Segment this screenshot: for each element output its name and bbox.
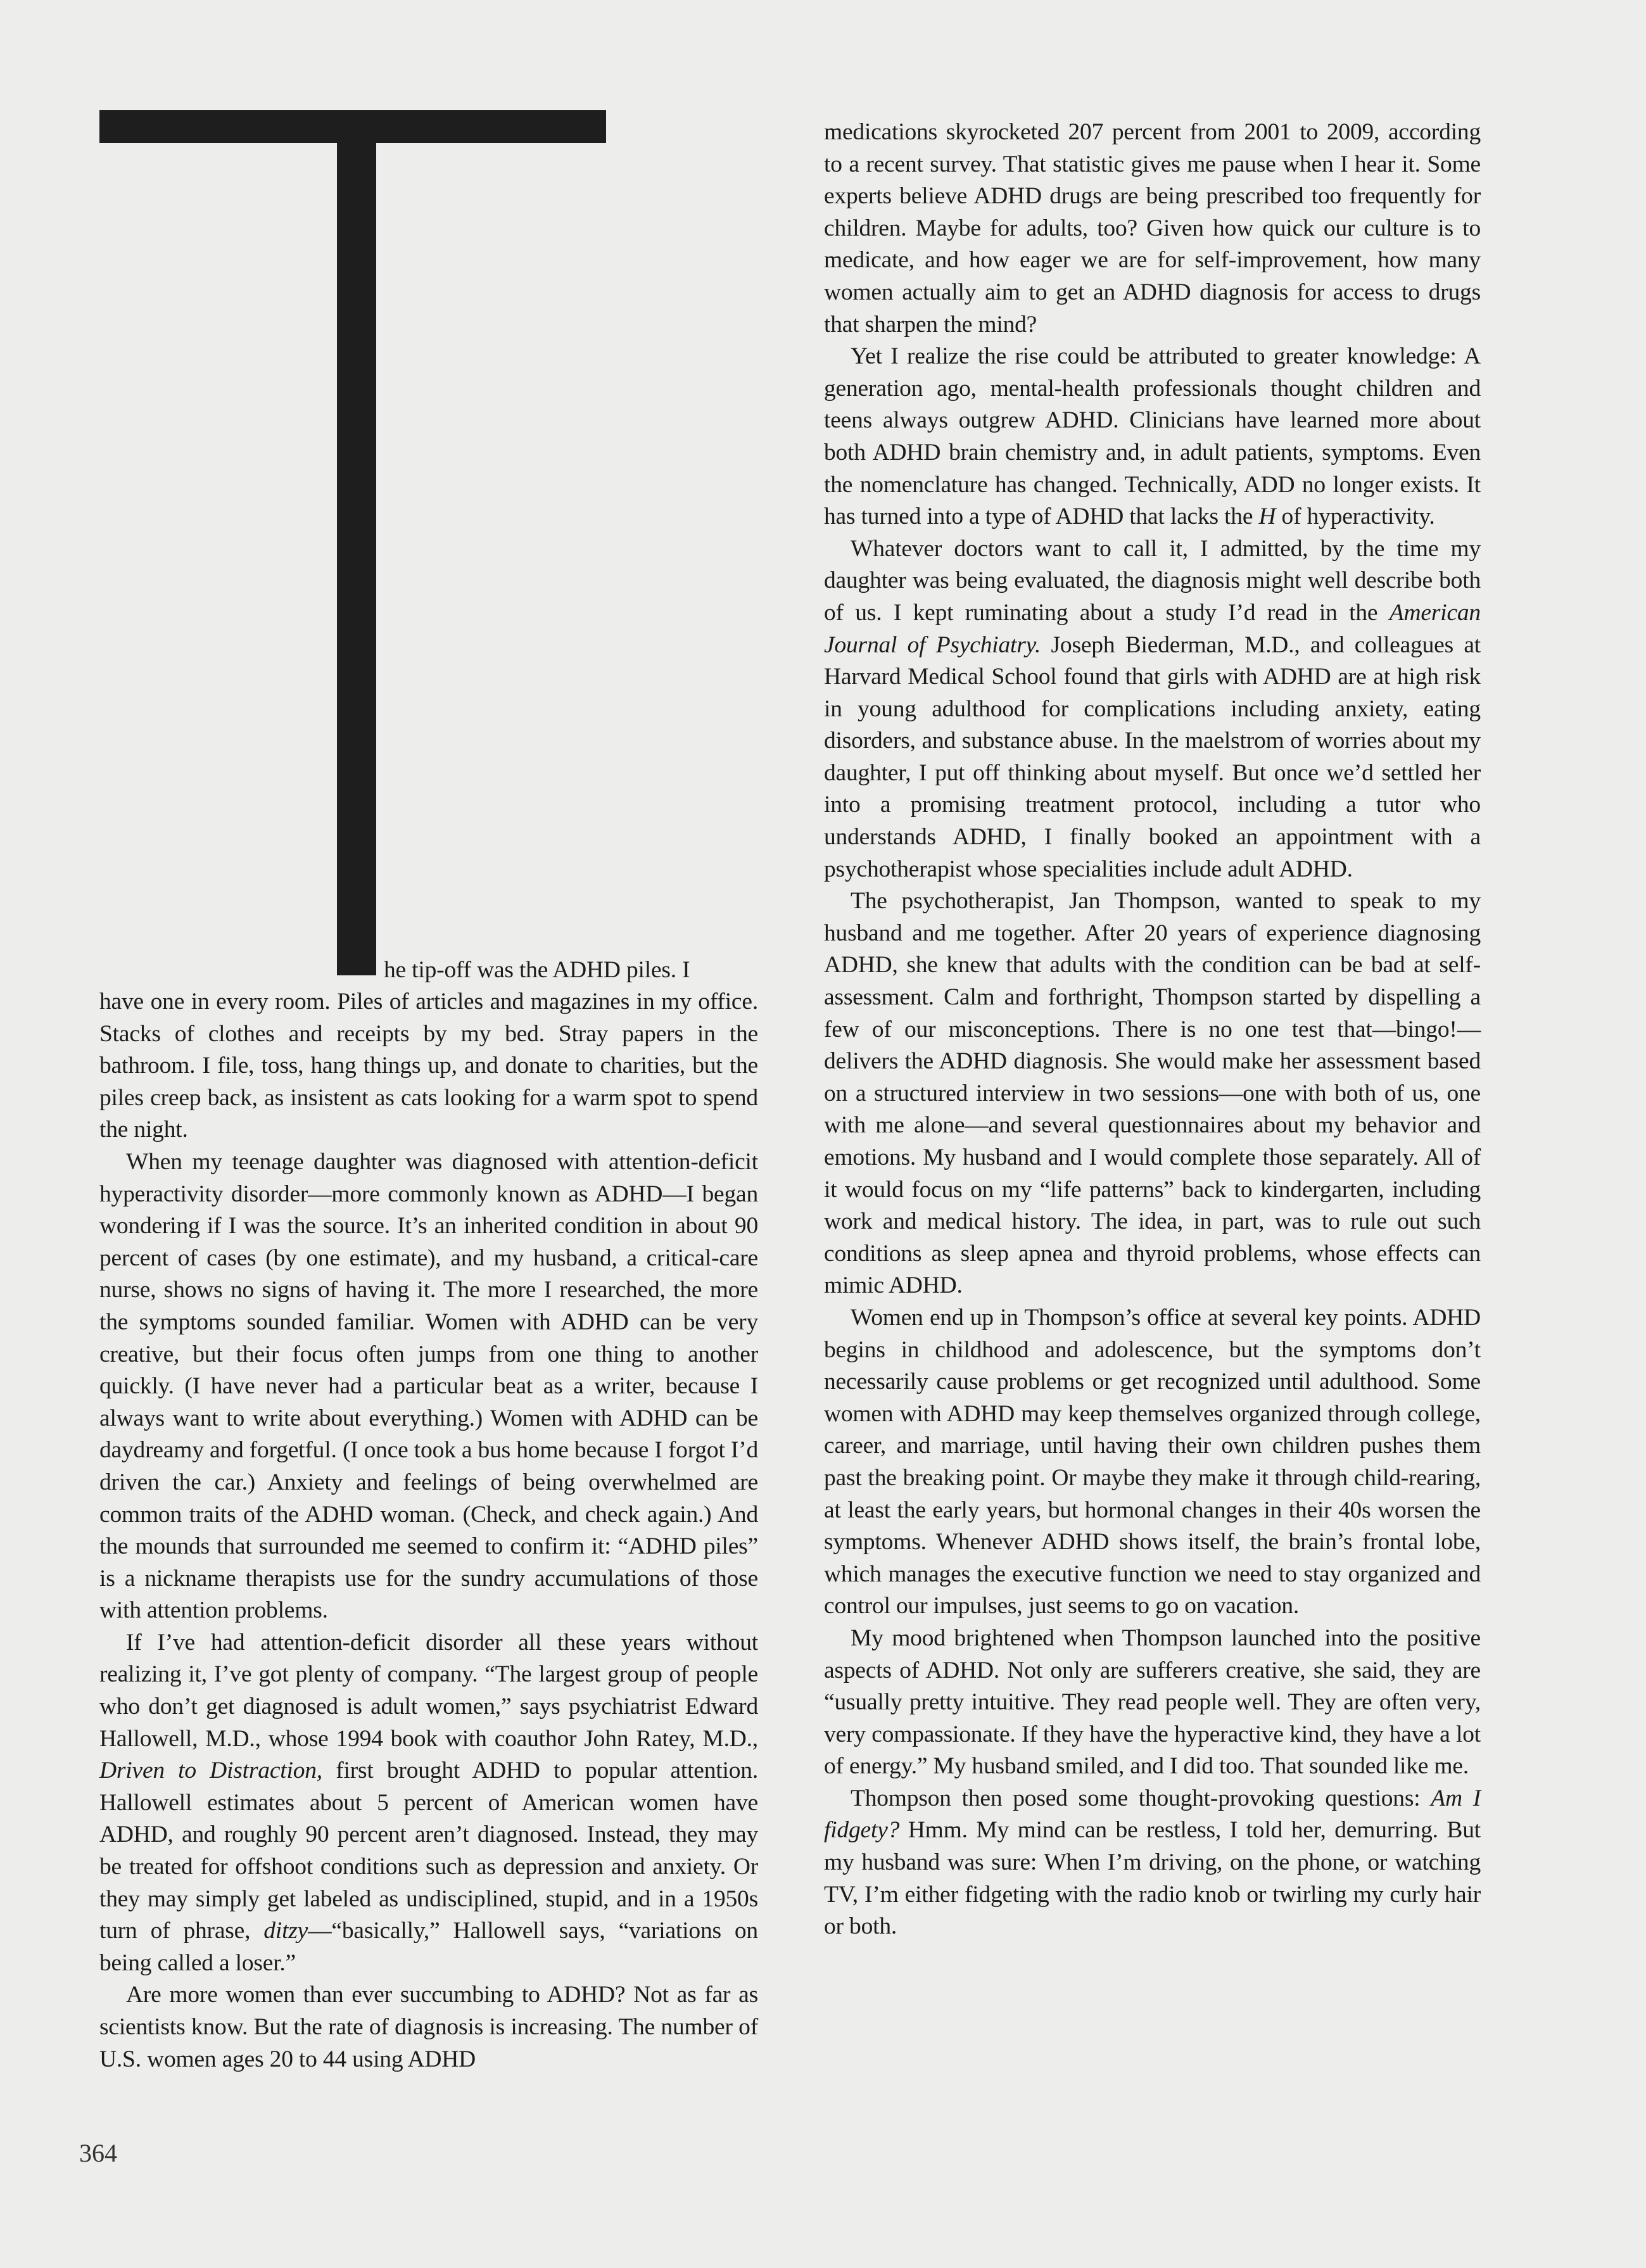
paragraph: have one in every room. Piles of articles and magazines in my office. Stacks of clothes and receipts by my bed. Stray papers in the bathroom. I file, toss, hang things up, and donate to charities, but the piles creep back, as insistent as cats looking for a warm spot to spend the night.: [99, 989, 758, 1143]
paragraph: If I’ve had attention-deficit disorder all these years without realizing it, I’ve got plenty of company. “The largest group of people who don’t get diagnosed is adult women,” says psychiatrist Edward Hallowell, M.D., whose 1994 book with coauthor John Ratey, M.D., Driven to Distraction, first brought ADHD to popular attention. Hallowell estimates about 5 percent of American women have ADHD, and roughly 90 percent aren’t diagnosed. Instead, they may be treated for offshoot conditions such as depression and anxiety. Or they may simply get labeled as undisciplined, stupid, and in a 1950s turn of phrase, ditzy—“basically,” Hallowell says, “variations on being called a loser.”: [99, 1629, 758, 1976]
paragraph: Whatever doctors want to call it, I admitted, by the time my daughter was being evaluated, the diagnosis might well describe both of us. I kept ruminating about a study I’d read in the American Journal of Psychiatry. Joseph Biederman, M.D., and colleagues at Harvard Medical School found that girls with ADHD are at high risk in young adulthood for complications including anxiety, eating disorders, and substance abuse. In the maelstrom of worries about my daughter, I put off thinking about myself. But once we’d settled her into a promising treatment protocol, including a tutor who understands ADHD, I finally booked an appointment with a psychotherapist whose specialities include adult ADHD.: [824, 535, 1481, 882]
paragraph: Yet I realize the rise could be attributed to greater knowledge: A generation ago, mental-health professionals thought children and teens always outgrew ADHD. Clinicians have learned more about both ADHD brain chemistry and, in adult patients, symptoms. Even the nomenclature has changed. Technically, ADD no longer exists. It has turned into a type of ADHD that lacks the H of hyperactivity.: [824, 343, 1481, 530]
page-number: 364: [79, 2139, 117, 2167]
paragraph: Thompson then posed some thought-provoking questions: Am I fidgety? Hmm. My mind can be restless, I told her, demurring. But my husband was sure: When I’m driving, on the phone, or watching TV, I’m either fidgeting with the radio knob or twirling my curly hair or both.: [824, 1785, 1481, 1940]
paragraph: The psychotherapist, Jan Thompson, wanted to speak to my husband and me together. After 20 years of experience diagnosing ADHD, she knew that adults with the condition can be bad at self-assessment. Calm and forthright, Thompson started by dispelling a few of our misconceptions. There is no one test that—bingo!—delivers the ADHD diagnosis. She would make her assessment based on a structured interview in two sessions—one with both of us, one with me alone—and several questionnaires about my behavior and emotions. My husband and I would complete those separately. All of it would focus on my “life patterns” back to kindergarten, including work and medical history. The idea, in part, was to rule out such conditions as sleep apnea and thyroid problems, whose effects can mimic ADHD.: [824, 888, 1481, 1299]
paragraph: Women end up in Thompson’s office at several key points. ADHD begins in childhood and adolescence, but the symptoms don’t necessarily cause problems or get recognized until adulthood. Some women with ADHD may keep themselves organized through college, career, and marriage, until having their own children pushes them past the breaking point. Or maybe they make it through child-rearing, at least the early years, but hormonal changes in their 40s worsen the symptoms. Whenever ADHD shows itself, the brain’s frontal lobe, which manages the executive function we need to stay organized and control our impulses, just seems to go on vacation.: [824, 1304, 1481, 1619]
paragraph: medications skyrocketed 207 percent from 2001 to 2009, according to a recent survey. That statistic gives me pause when I hear it. Some experts believe ADHD drugs are being prescribed too frequently for children. Maybe for adults, too? Given how quick our culture is to medicate, and how eager we are for self-improvement, how many women actually aim to get an ADHD diagnosis for access to drugs that sharpen the mind?: [824, 119, 1481, 338]
paragraph: Are more women than ever succumbing to ADHD? Not as far as scientists know. But the rate of diagnosis is increasing. The number of U.S. women ages 20 to 44 using ADHD: [99, 1982, 758, 2072]
opening-line: he tip-off was the ADHD piles. I: [384, 957, 690, 983]
right-column: [824, 117, 1481, 1943]
drop-cap-letter-t-stem: [337, 110, 376, 975]
paragraph: When my teenage daughter was diagnosed with attention-deficit hyperactivity disorder—more commonly known as ADHD—I began wondering if I was the source. It’s an inherited condition in about 90 percent of cases (by one estimate), and my husband, a critical-care nurse, shows no signs of having it. The more I researched, the more the symptoms sounded familiar. Women with ADHD can be very creative, but their focus often jumps from one thing to another quickly. (I have never had a particular beat as a writer, because I always want to write about everything.) Women with ADHD can be daydreamy and forgetful. (I once took a bus home because I forgot I’d driven the car.) Anxiety and feelings of being overwhelmed are common traits of the ADHD woman. (Check, and check again.) And the mounds that surrounded me seemed to confirm it: “ADHD piles” is a nickname therapists use for the sundry accumulations of those with attention problems.: [99, 1148, 758, 1624]
paragraph: My mood brightened when Thompson launched into the positive aspects of ADHD. Not only are sufferers creative, she said, they are “usually pretty intuitive. They read people well. They are often very, very compassionate. If they have the hyperactive kind, they have a lot of energy.” My husband smiled, and I did too. That sounded like me.: [824, 1625, 1481, 1780]
left-column: [99, 986, 758, 2075]
